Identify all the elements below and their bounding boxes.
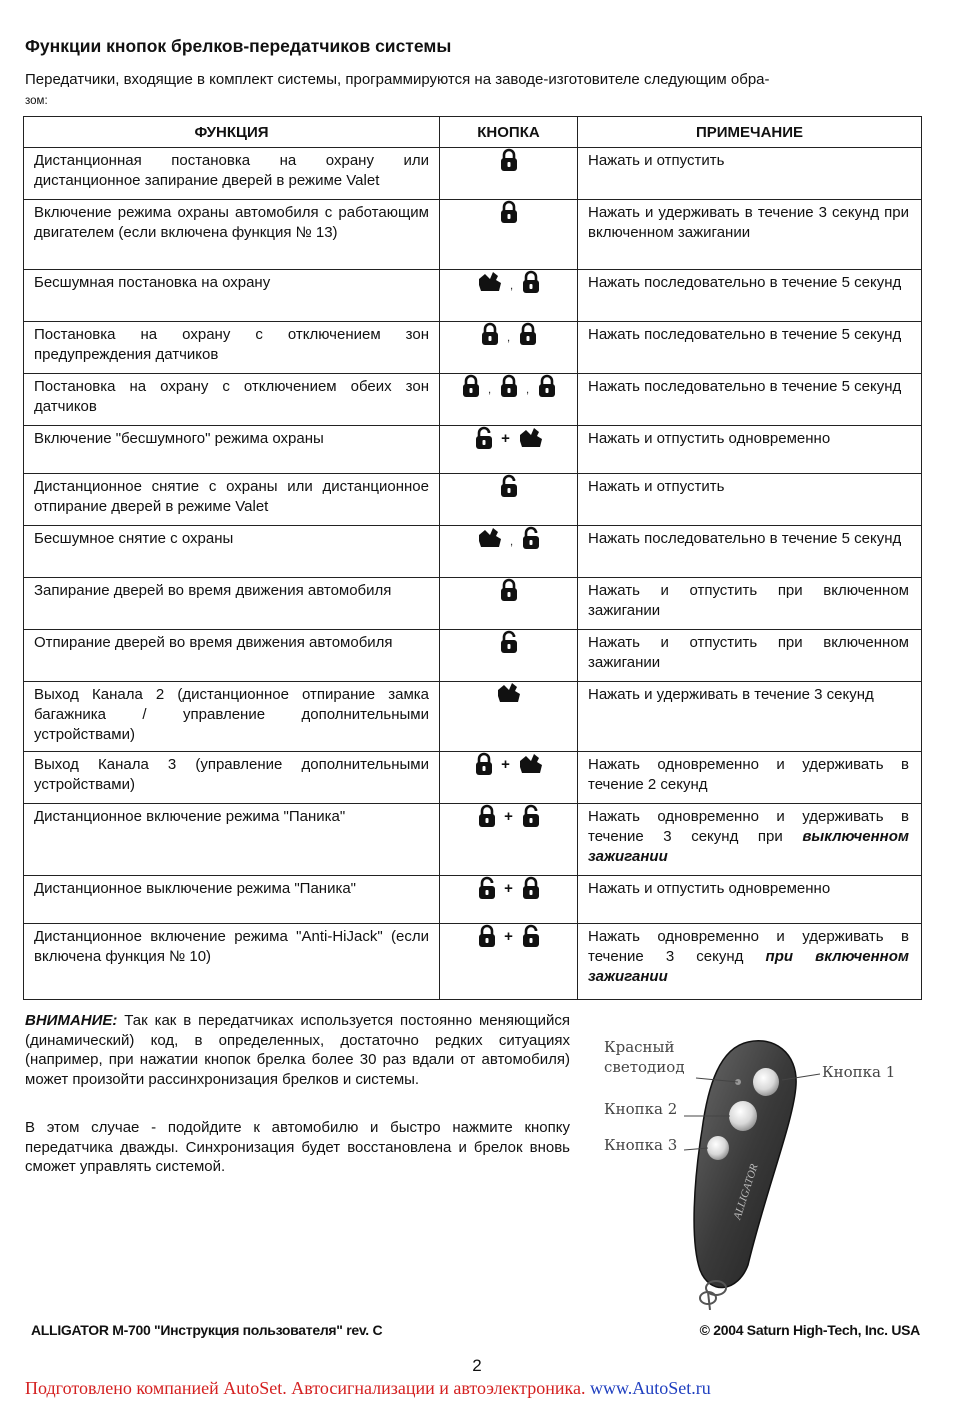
note-cell [578,148,922,200]
note-cell [578,924,922,1000]
separator-comma: , [487,382,492,396]
unlock-icon [474,426,494,450]
warning-paragraph [25,1011,570,1089]
banner-link[interactable]: www.AutoSet.ru [589,1378,711,1398]
button-cell [440,374,578,426]
button-cell [440,474,578,526]
table-row [24,322,922,374]
note-text: Нажать и отпустить при включенном зажигании [588,634,909,671]
button-2-label: Кнопка 2 [604,1100,678,1118]
table-row [24,474,922,526]
note-text: Нажать и удерживать в течение 3 секунд [588,686,874,703]
function-cell: Запирание дверей во время движения автомобиля [24,578,440,630]
plus-sign: + [501,429,510,447]
note-emphasis: выключенном зажигании [588,828,909,865]
table-row [24,200,922,270]
note-cell [578,578,922,630]
function-cell: Бесшумная постановка на охрану [24,270,440,322]
table-row [24,526,922,578]
button-cell [440,682,578,752]
function-cell: Дистанционная постановка на охрану или дистанционное запирание дверей в режиме Valet [24,148,440,200]
trunk-icon [477,271,503,293]
button-cell [440,200,578,270]
lock-icon [537,374,557,398]
header-function: ФУНКЦИЯ [24,117,440,148]
lock-icon [477,924,497,948]
trunk-icon [477,527,503,549]
separator-comma: , [525,382,530,396]
note-cell [578,426,922,474]
separator-comma: , [506,330,511,344]
note-text: Нажать последовательно в течение 5 секунд [588,326,902,343]
table-row [24,876,922,924]
note-cell [578,200,922,270]
function-cell: Выход Канала 2 (дистанционное отпирание замка багажника / управление дополнительными устройствами) [24,682,440,752]
lock-icon [521,270,541,294]
button-cell [440,630,578,682]
note-cell [578,374,922,426]
lock-icon [499,200,519,224]
note-cell [578,270,922,322]
unlock-icon [521,924,541,948]
intro-line-1: Передатчики, входящие в комплект системы, программируются на заводе-изготовителе следующим обра- [25,71,770,88]
function-cell: Дистанционное включение режима "Паника" [24,804,440,876]
table-row [24,270,922,322]
note-text: Нажать последовательно в течение 5 секунд [588,378,902,395]
trunk-icon [518,427,544,449]
unlock-icon [521,804,541,828]
table-row [24,924,922,1000]
lock-icon [521,876,541,900]
note-text: Нажать одновременно и удерживать в течение 3 секунд при [588,808,909,845]
lock-icon [474,752,494,776]
functions-table [23,116,922,1000]
lock-icon [477,804,497,828]
lock-icon [518,322,538,346]
table-row [24,148,922,200]
button-cell [440,426,578,474]
note-text: Нажать и отпустить при включенном зажигании [588,582,909,619]
function-cell: Отпирание дверей во время движения автомобиля [24,630,440,682]
note-text: Нажать и отпустить одновременно [588,880,831,897]
trunk-icon [518,753,544,775]
note-cell [578,682,922,752]
header-note: ПРИМЕЧАНИЕ [578,117,922,148]
note-text: Нажать одновременно и удерживать в течение 3 секунд [588,928,909,965]
lock-icon [499,578,519,602]
lock-icon [499,148,519,172]
plus-sign: + [504,807,513,825]
unlock-icon [499,630,519,654]
function-cell: Включение режима охраны автомобиля с работающим двигателем (если включена функция № 13) [24,200,440,270]
keyfob-illustration [598,1030,908,1310]
note-text: Нажать и отпустить [588,152,725,169]
button-cell [440,578,578,630]
plus-sign: + [504,927,513,945]
table-row [24,752,922,804]
led-label-2: светодиод [604,1058,685,1076]
warning-label: ВНИМАНИЕ: [25,1012,118,1029]
note-cell [578,630,922,682]
note-text: Нажать последовательно в течение 5 секунд [588,274,902,291]
note-text: Нажать и отпустить [588,478,725,495]
function-cell: Выход Канала 3 (управление дополнительными устройствами) [24,752,440,804]
note-cell [578,322,922,374]
plus-sign: + [501,755,510,773]
note-cell [578,526,922,578]
function-cell: Бесшумное снятие с охраны [24,526,440,578]
function-cell: Включение "бесшумного" режима охраны [24,426,440,474]
header-button: КНОПКА [440,117,578,148]
note-text: Нажать одновременно и удерживать в течение 2 секунд [588,756,909,793]
table-row [24,374,922,426]
function-cell: Постановка на охрану с отключением обеих зон датчиков [24,374,440,426]
table-header-row [24,117,922,148]
function-cell: Постановка на охрану с отключением зон предупреждения датчиков [24,322,440,374]
separator-comma: , [509,278,514,292]
autoset-banner [25,1378,711,1399]
fob-button-3 [707,1136,729,1160]
table-row [24,426,922,474]
table-row [24,578,922,630]
footer-copyright: © 2004 Saturn High-Tech, Inc. USA [699,1322,920,1338]
lock-icon [480,322,500,346]
function-cell: Дистанционное снятие с охраны или дистанционное отпирание дверей в режиме Valet [24,474,440,526]
note-cell [578,876,922,924]
button-cell [440,804,578,876]
fob-button-1 [753,1068,779,1096]
function-cell: Дистанционное выключение режима "Паника" [24,876,440,924]
button-cell [440,924,578,1000]
page-number: 2 [472,1356,482,1375]
note-text: Нажать последовательно в течение 5 секунд [588,530,902,547]
unlock-icon [521,526,541,550]
note-cell [578,474,922,526]
intro-paragraph [25,70,921,111]
page-title: Функции кнопок брелков-передатчиков системы [25,36,452,56]
button-cell [440,752,578,804]
button-cell [440,270,578,322]
footer-manual-title: ALLIGATOR M-700 "Инструкция пользователя" rev. C [31,1322,383,1338]
plus-sign: + [504,879,513,897]
sync-paragraph: В этом случае - подойдите к автомобилю и быстро нажмите кнопку передатчика дважды. Синхронизация будет восстановлена и брелок вновь сможет управлять системой. [25,1119,570,1175]
button-cell [440,876,578,924]
button-1-label: Кнопка 1 [822,1063,896,1081]
unlock-icon [477,876,497,900]
function-cell: Дистанционное включение режима "Anti-HiJack" (если включена функция № 10) [24,924,440,1000]
fob-brand: ALLIGATOR [731,1162,761,1221]
button-cell [440,148,578,200]
keyfob-body [694,1041,796,1288]
trunk-icon [496,682,522,704]
unlock-icon [499,474,519,498]
table-row [24,804,922,876]
lock-icon [461,374,481,398]
button-cell [440,322,578,374]
led-label-1: Красный [604,1038,675,1056]
lock-icon [499,374,519,398]
banner-text: Подготовлено компанией AutoSet. Автосигнализации и автоэлектроника. [25,1378,590,1398]
warning-text: Так как в передатчиках используется постоянно меняющийся (динамический) код, в определенных, достаточно редких ситуациях (например, при нажатии кнопок брелка более 30 раз вдали от автомобиля) может произойти рассинхронизация брелков и системы. [25,1012,570,1088]
table-row [24,682,922,752]
note-cell [578,752,922,804]
table-row [24,630,922,682]
button-3-label: Кнопка 3 [604,1136,678,1154]
note-cell [578,804,922,876]
note-text: Нажать и отпустить одновременно [588,430,831,447]
intro-line-2: зом: [25,95,48,107]
separator-comma: , [509,534,514,548]
note-emphasis: при включенном зажигании [588,948,909,985]
button-cell [440,526,578,578]
note-text: Нажать и удерживать в течение 3 секунд при включенном зажигании [588,204,909,241]
fob-button-2 [729,1101,757,1131]
